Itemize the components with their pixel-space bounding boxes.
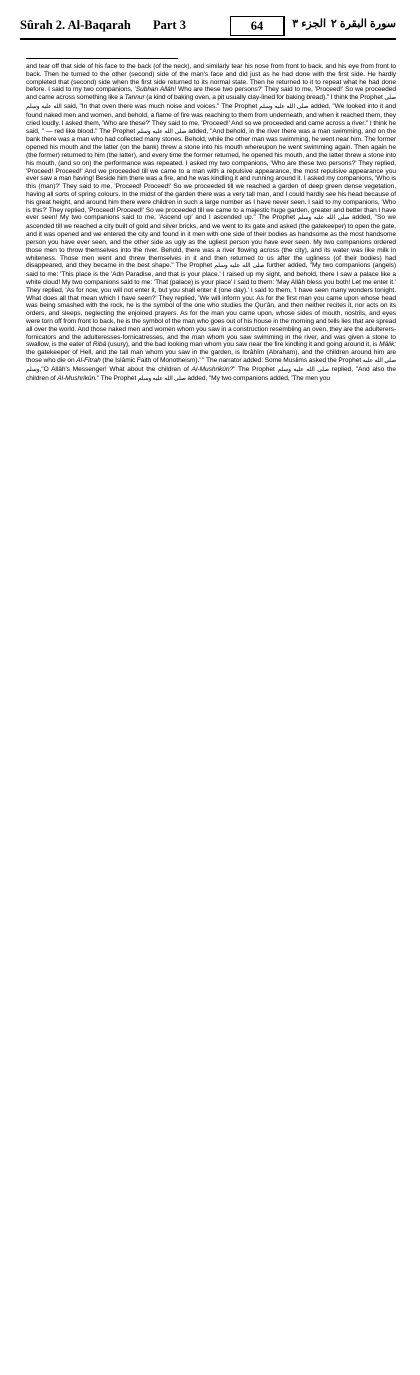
- surah-title-arabic: سورة البقرة ٢: [330, 18, 396, 30]
- italic-term: Tannur: [124, 94, 145, 102]
- italic-term: Al-Fitrah: [76, 357, 101, 365]
- text-run: the gatekeeper of Hell, and the tall man whom you saw in the garden, is Ibrâhîm (Abraham), and the children around him are those who die on: [26, 349, 396, 365]
- page-number: 64: [230, 16, 284, 36]
- italic-term: Subhan Allâh!: [135, 86, 177, 94]
- salutation-arabic: صلى الله عليه وسلم: [137, 128, 187, 135]
- italic-term: Al-Mushrikûn?: [191, 365, 234, 373]
- text-run: further added, "My two companions (angels) said to me: 'This place is the 'Adn Paradise, and that is your place.' I raised up my sight, and behold, there I saw a palace like a white cloud! My two companions said to me: 'That (palace) is your place' I said to them: 'May Allâh bless you both! Let me enter it.' They replied, 'As for now, you will not enter it, but you shall enter it (one day).' I said to them, 'I have seen many wonders tonight. What does all that mean which I have seen?' They replied, 'We will inform you: As for the first man you came upon whose head was being smashed with the rock, he is the symbol of the one who studies the Qur'ân, and then neither recites it, nor acts on its orders, and sleeps, neglecting the enjoined prayers. As for the man you came upon, whose sides of mouth, nostrils, and eyes were torn off from front to back, he is the symbol of the man who goes out of his house in the morning and tells lies that are spread all over the world. And those naked men and women whom you saw in a construction resembling an oven, they are the adulterers-fornicators and the adulteresses-fornicatresses, and the man whom you saw swimming in the river, and was given a stone to swallow, is the eater of: [26, 262, 396, 349]
- salutation-arabic: صلى الله عليه وسلم: [214, 263, 265, 270]
- text-run: replied, "And also the children of: [26, 365, 397, 382]
- salutation-arabic: صلى الله عليه وسلم: [297, 215, 350, 222]
- text-run: Who are these two persons?' They said to me, 'Proceed!' So we proceeded and came across something like a: [26, 86, 396, 102]
- text-run: added, "My two companions added, 'The men you: [185, 374, 330, 382]
- text-run: added, "We looked into it and found naked men and women, and behold, a flame of fire was reaching to them from underneath, and when it reached them, they cried loudly. I asked them, 'Who are these?' They said to me, 'Proceed!' And so we proceeded and came across a river." I think he said, " — red like blood." The Prophet: [26, 103, 396, 135]
- salutation-arabic: صلى الله عليه وسلم: [26, 358, 396, 373]
- text-run: ,"O Allâh's Messenger! What about the children of: [39, 365, 192, 373]
- footnote-rule: [26, 58, 178, 59]
- text-run: (usury), and the bad looking man whom you saw near the fire kindling it and going around it, is: [106, 341, 380, 349]
- italic-term: Ribâ: [92, 341, 107, 349]
- text-run: " The Prophet: [233, 365, 278, 373]
- salutation-arabic: صلى الله عليه وسلم: [26, 95, 397, 111]
- salutation-arabic: صلى الله عليه وسلم: [137, 375, 186, 382]
- juz-label-arabic: الجزء ٣: [292, 18, 326, 30]
- text-run: added, "And behold, in the river there was a man swimming, and on the bank there was a man who had collected many stones. Behold, while the other man was swimming, he went near him. The former opened his mouth and the latter (on the bank) threw a stone into his mouth whereupon he went swimming again. Then again he (the former) returned to him (the latter), and every time the former returned, he opened his mouth, and the latter threw a stone into his mouth, (and so on) the performance was repeated. I asked my two companions, 'Who are these two persons?' They replied, 'Proceed! Proceed!' And we proceeded till we came to a man with a repulsive appearance, the most repulsive appearance you ever saw a man having! Beside him there was a fire, and he was kindling it and running around it. I asked my companions, 'Who is this (man)?' They said to me, 'Proceed! Proceed!' So we proceeded till we reached a garden of deep green dense vegetation, having all sorts of spring colours. In the midst of the garden there was a very tall man, and I could hardly see his head because of his great height, and around him there were children in such a large number as I have never seen. I said to my companions, 'Who is this?' They replied, 'Proceed! Proceed!' So we proceeded till we came to a majestic huge garden, greater and better than I have ever seen! My two companions said to me, 'Ascend up' and I ascended up." The Prophet: [26, 127, 396, 222]
- text-run: added, "So we ascended till we reached a city built of gold and silver bricks, and we went to its gate and asked (the gatekeeper) to open the gate, and it was opened and we entered the city and found in it men with one side of their bodies as handsome as the most handsome person you have ever seen, and the other side as ugly as the ugliest person you have ever seen. My two companions ordered those men to throw themselves into the river. Behold, there was a river flowing across (the city), and its water was like milk in whiteness. Those men went and threw themselves in it and then returned to us after the ugliness (of their bodies) had disappeared, and they became in the best shape." The Prophet: [26, 214, 397, 270]
- salutation-arabic: صلى الله عليه وسلم: [259, 104, 309, 111]
- text-run: " The Prophet: [96, 374, 138, 382]
- text-run: (a kind of baking oven, a pit usually clay-lined for baking bread)." I think the Prophet: [144, 94, 385, 102]
- juz-divider: [284, 16, 285, 36]
- hadith-text-block: [26, 63, 396, 384]
- salutation-arabic: صلى الله عليه وسلم: [277, 366, 329, 373]
- surah-title-english: Sûrah 2. Al-Baqarah: [20, 18, 131, 32]
- italic-term: Al-Mushrikûn.: [57, 374, 97, 382]
- page-header: [20, 14, 396, 40]
- part-label: Part 3: [153, 18, 186, 32]
- text-run: said, "In that oven there was much noise and voices." The Prophet: [61, 103, 260, 111]
- text-run: and tear off that side of his face to the back (of the neck), and similarly tear his nose from front to back, and his eye from front to back. Then he turned to the other (second) side of the man's face and did just as he had done with the first side. He hardly completed that (second) side when the first side returned to its normal state. Then he returned to it to repeat what he had done before. I said to my two companions, ': [26, 63, 396, 94]
- italic-term: Mâlik;: [379, 341, 396, 349]
- text-run: (the Islâmic Faith of Monotheism).' " The narrator added: Some Muslims asked the Prophet: [100, 357, 363, 365]
